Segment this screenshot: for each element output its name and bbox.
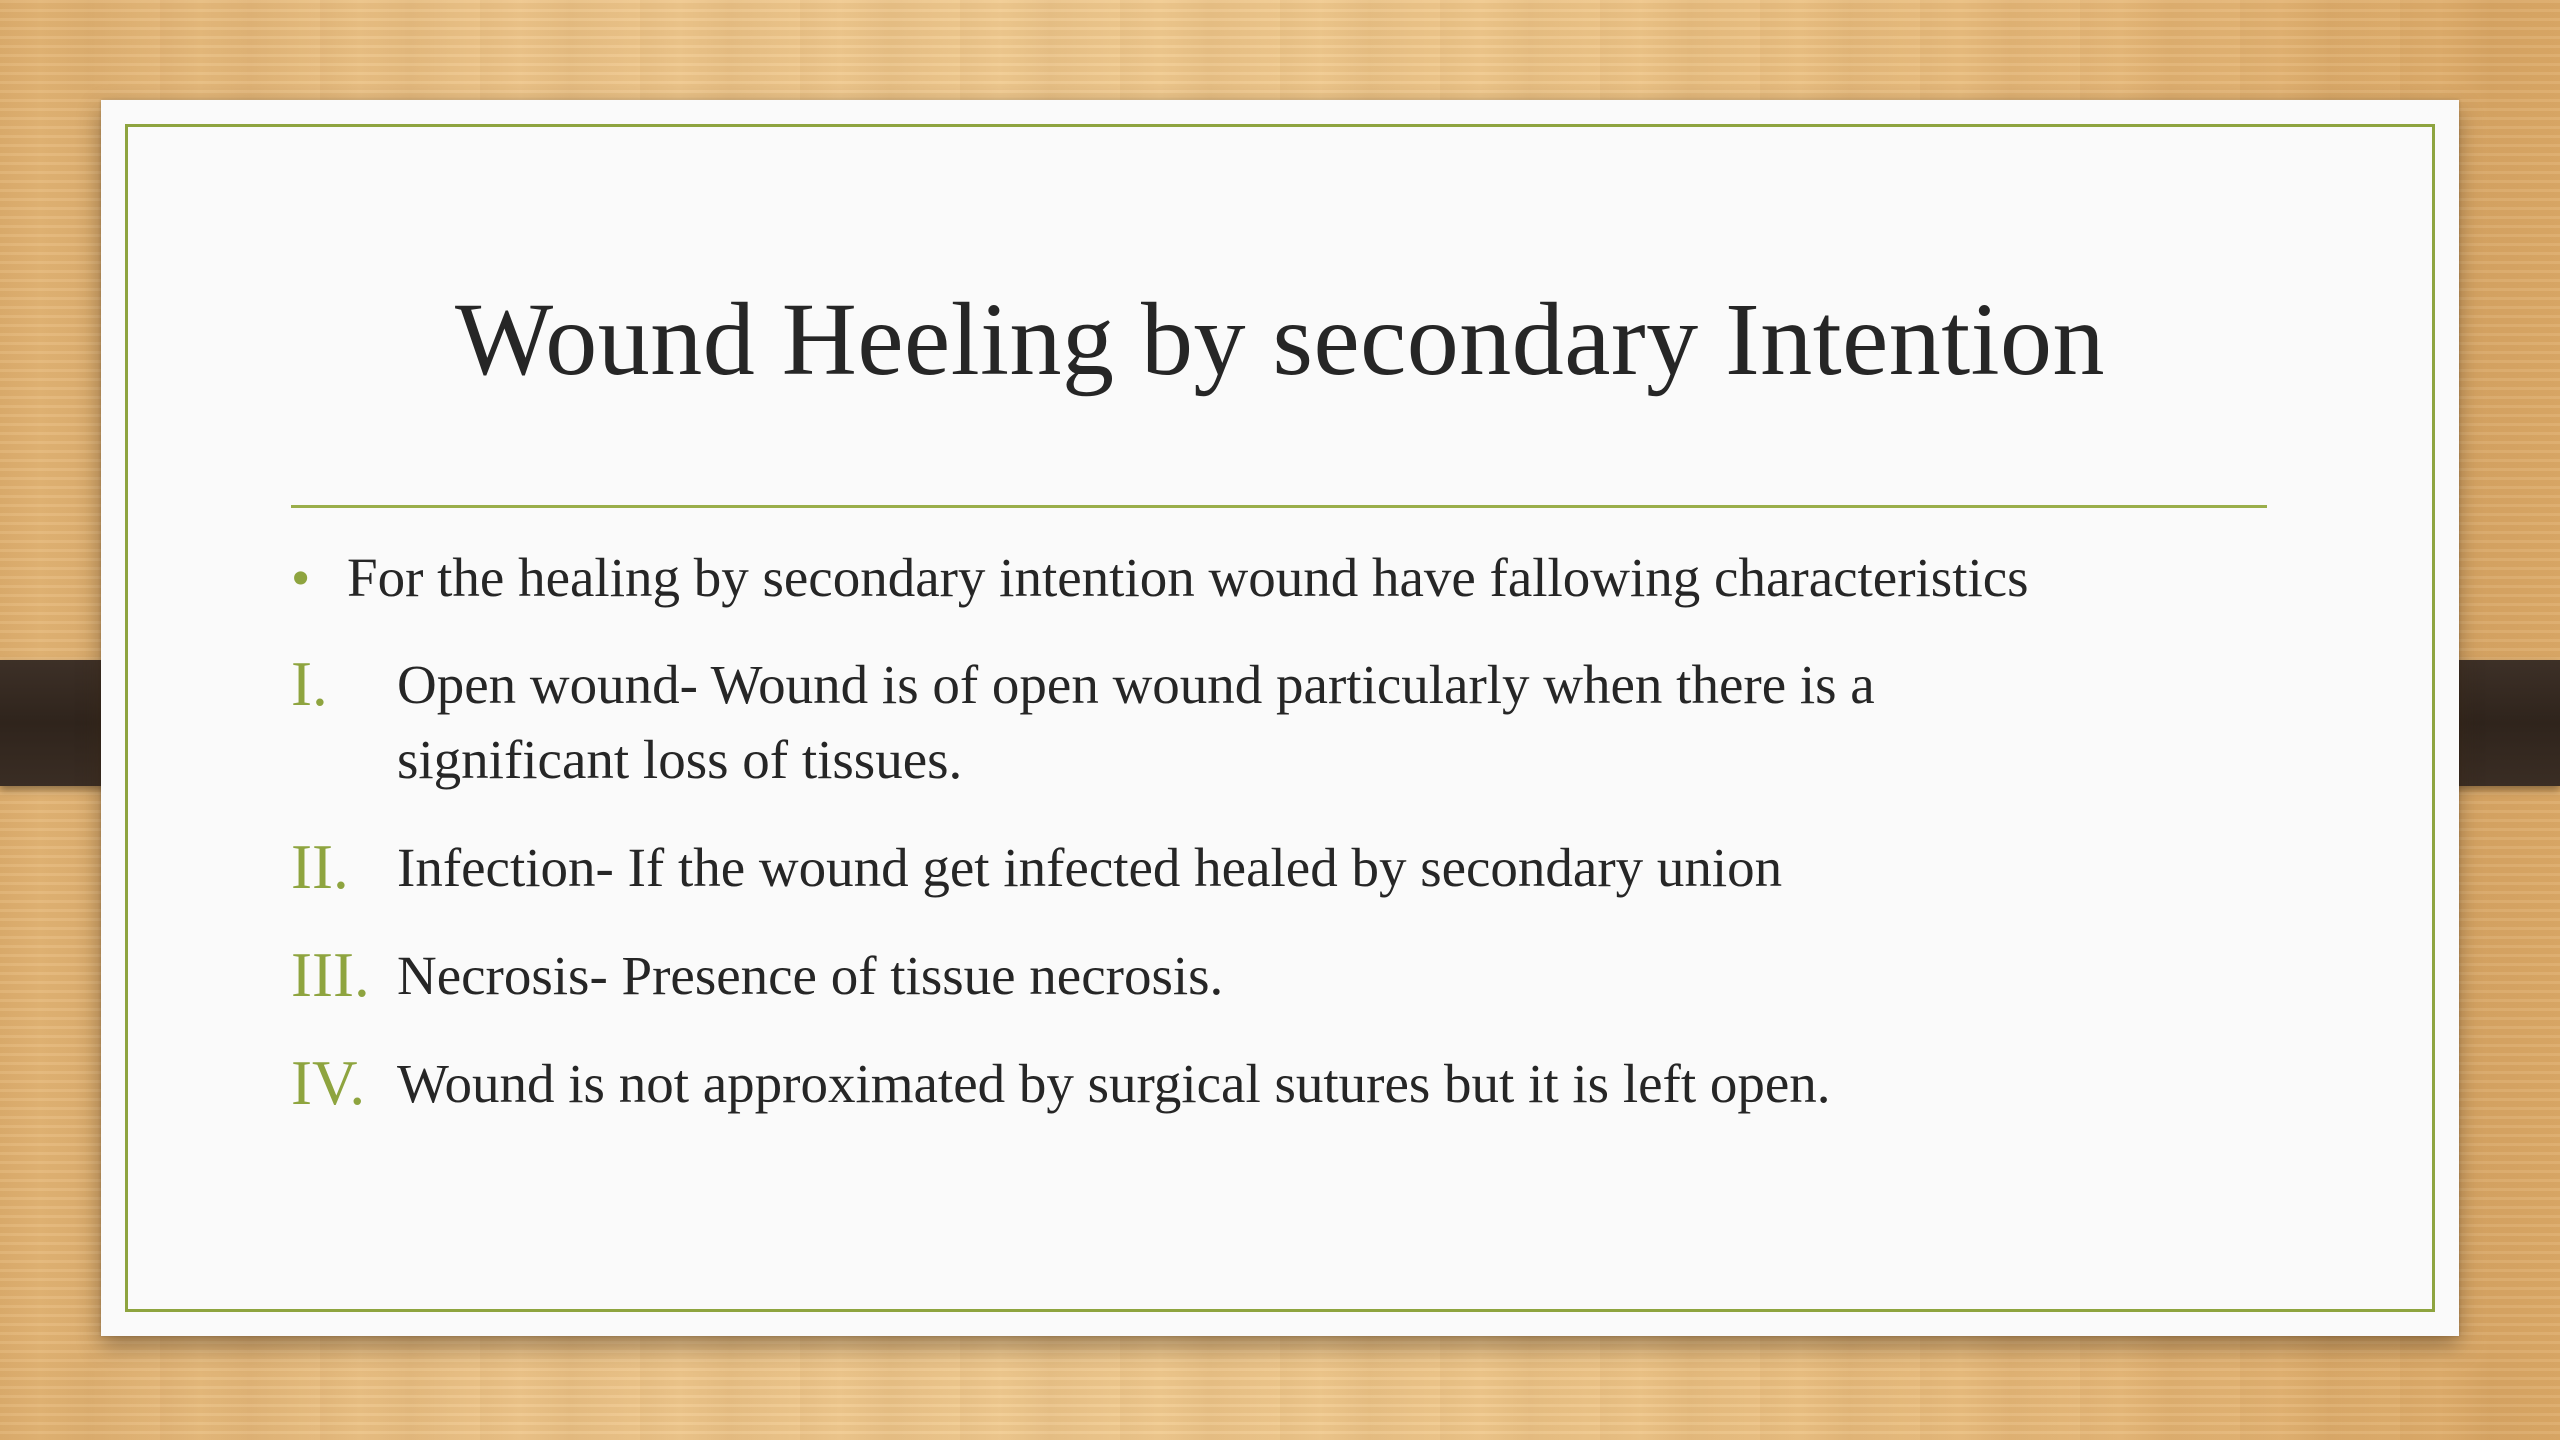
intro-bullet [291, 540, 2341, 615]
list-item [291, 938, 2341, 1013]
list-numeral: I. [291, 649, 328, 719]
list-item-text: Wound is not approximated by surgical sutures but it is left open. [397, 1053, 1831, 1114]
list-numeral: IV. [291, 1048, 366, 1118]
list-numeral: III. [291, 940, 370, 1010]
list-item [291, 830, 2341, 905]
list-numeral: II. [291, 832, 349, 902]
list-item [291, 1046, 2341, 1121]
intro-bullet-text: For the healing by secondary intention wound have fallowing characteristics [347, 547, 2029, 608]
list-item [291, 647, 2341, 797]
list-item-text: Open wound- Wound is of open wound particularly when there is a significant loss of tissues. [397, 654, 1875, 790]
slide [101, 100, 2459, 1336]
list-item-text: Infection- If the wound get infected healed by secondary union [397, 837, 1783, 898]
title-divider [291, 505, 2267, 508]
list-item-text: Necrosis- Presence of tissue necrosis. [397, 945, 1224, 1006]
bullet-dot-icon: • [291, 547, 311, 608]
slide-content [291, 540, 2341, 1154]
slide-title: Wound Heeling by secondary Intention [454, 282, 2106, 397]
